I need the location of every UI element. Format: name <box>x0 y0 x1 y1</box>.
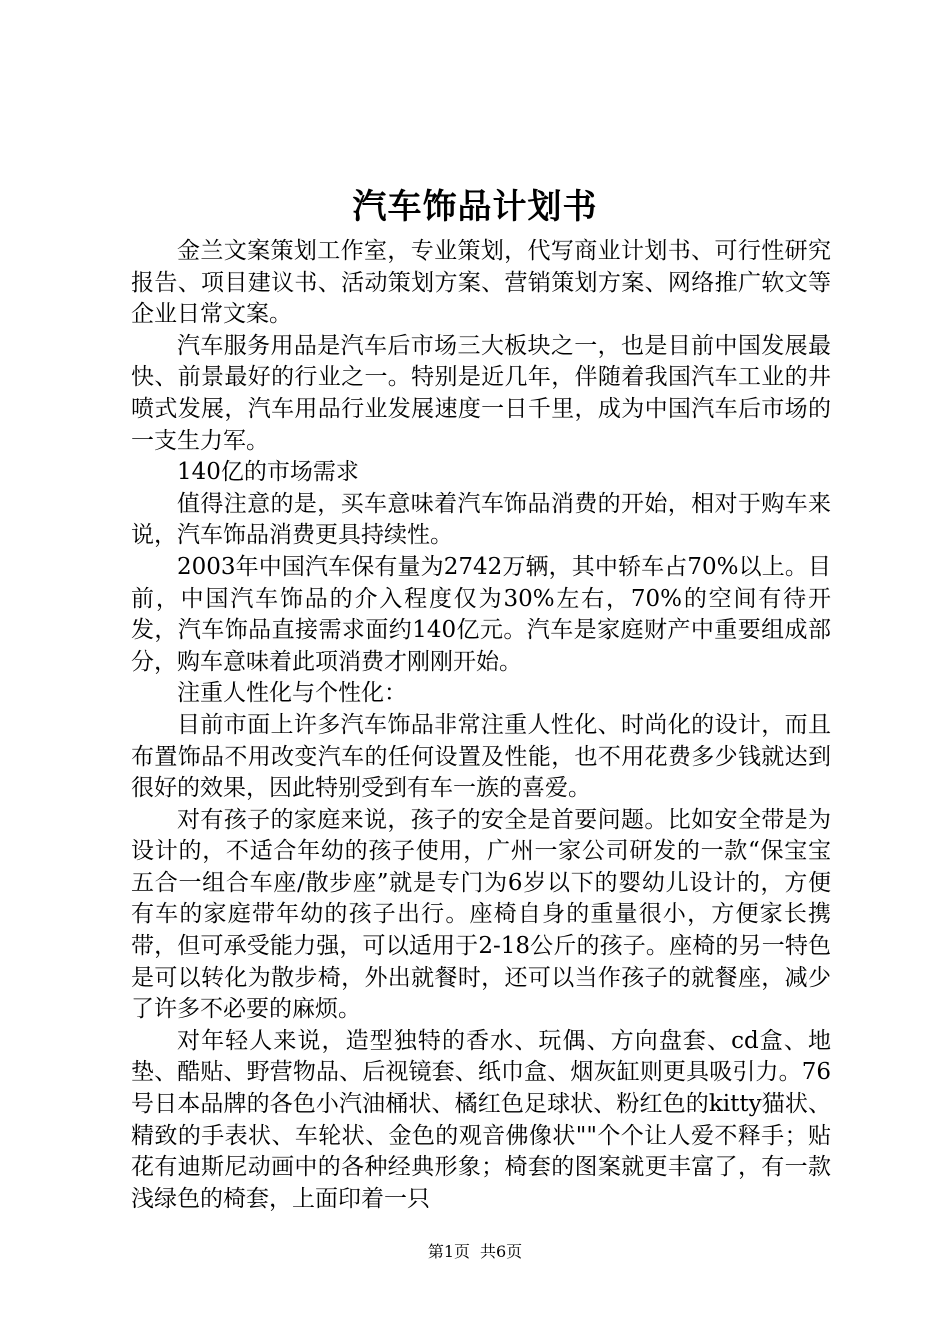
page-footer <box>0 1241 950 1263</box>
document-title: 汽车饰品计划书 <box>352 187 598 227</box>
paragraph-child-safety: 对有孩子的家庭来说，孩子的安全是首要问题。比如安全带是为设计的，不适合年幼的孩子使用，广州一家公司研发的一款“保宝宝五合一组合车座/散步座”就是专门为6岁以下的婴幼儿设计的，方便有车的家庭带年幼的孩子出行。座椅自身的重量很小，方便家长携带，但可承受能力强，可以适用于2-18公斤的孩子。座椅的另一特色是可以转化为散步椅，外出就餐时，还可以当作孩子的就餐座，减少了许多不必要的麻烦。 <box>131 806 831 1023</box>
page-total: 共6页 <box>480 1242 523 1261</box>
paragraph-consumption: 值得注意的是，买车意味着汽车饰品消费的开始，相对于购车来说，汽车饰品消费更具持续性。 <box>131 490 831 549</box>
paragraph-young-people: 对年轻人来说，造型独特的香水、玩偶、方向盘套、cd盒、地垫、酷贴、野营物品、后视镜套、纸巾盒、烟灰缸则更具吸引力。76号日本品牌的各色小汽油桶状、橘红色足球状、粉红色的kitty猫状、精致的手表状、车轮状、金色的观音佛像状""个个让人爱不释手；贴花有迪斯尼动画中的各种经典形象；椅套的图案就更丰富了，有一款浅绿色的椅套，上面印着一只 <box>131 1027 831 1212</box>
section-heading-market-demand: 140亿的市场需求 <box>177 459 359 486</box>
page-number: 第1页 <box>427 1242 470 1261</box>
paragraph-industry: 汽车服务用品是汽车后市场三大板块之一，也是目前中国发展最快、前景最好的行业之一。特别是近几年，伴随着我国汽车工业的井喷式发展，汽车用品行业发展速度一日千里，成为中国汽车后市场的一支生力军。 <box>131 332 831 454</box>
paragraph-intro: 金兰文案策划工作室，专业策划，代写商业计划书、可行性研究报告、项目建议书、活动策划方案、营销策划方案、网络推广软文等企业日常文案。 <box>131 238 831 328</box>
paragraph-design: 目前市面上许多汽车饰品非常注重人性化、时尚化的设计，而且布置饰品不用改变汽车的任何设置及性能，也不用花费多少钱就达到很好的效果，因此特别受到有车一族的喜爱。 <box>131 711 831 802</box>
paragraph-statistics: 2003年中国汽车保有量为2742万辆，其中轿车占70%以上。目前，中国汽车饰品的介入程度仅为30%左右，70%的空间有待开发，汽车饰品直接需求面约140亿元。汽车是家庭财产中重要组成部分，购车意味着此项消费才刚刚开始。 <box>131 553 831 675</box>
document-body <box>131 236 831 1215</box>
section-heading-personalization: 注重人性化与个性化： <box>177 680 407 707</box>
